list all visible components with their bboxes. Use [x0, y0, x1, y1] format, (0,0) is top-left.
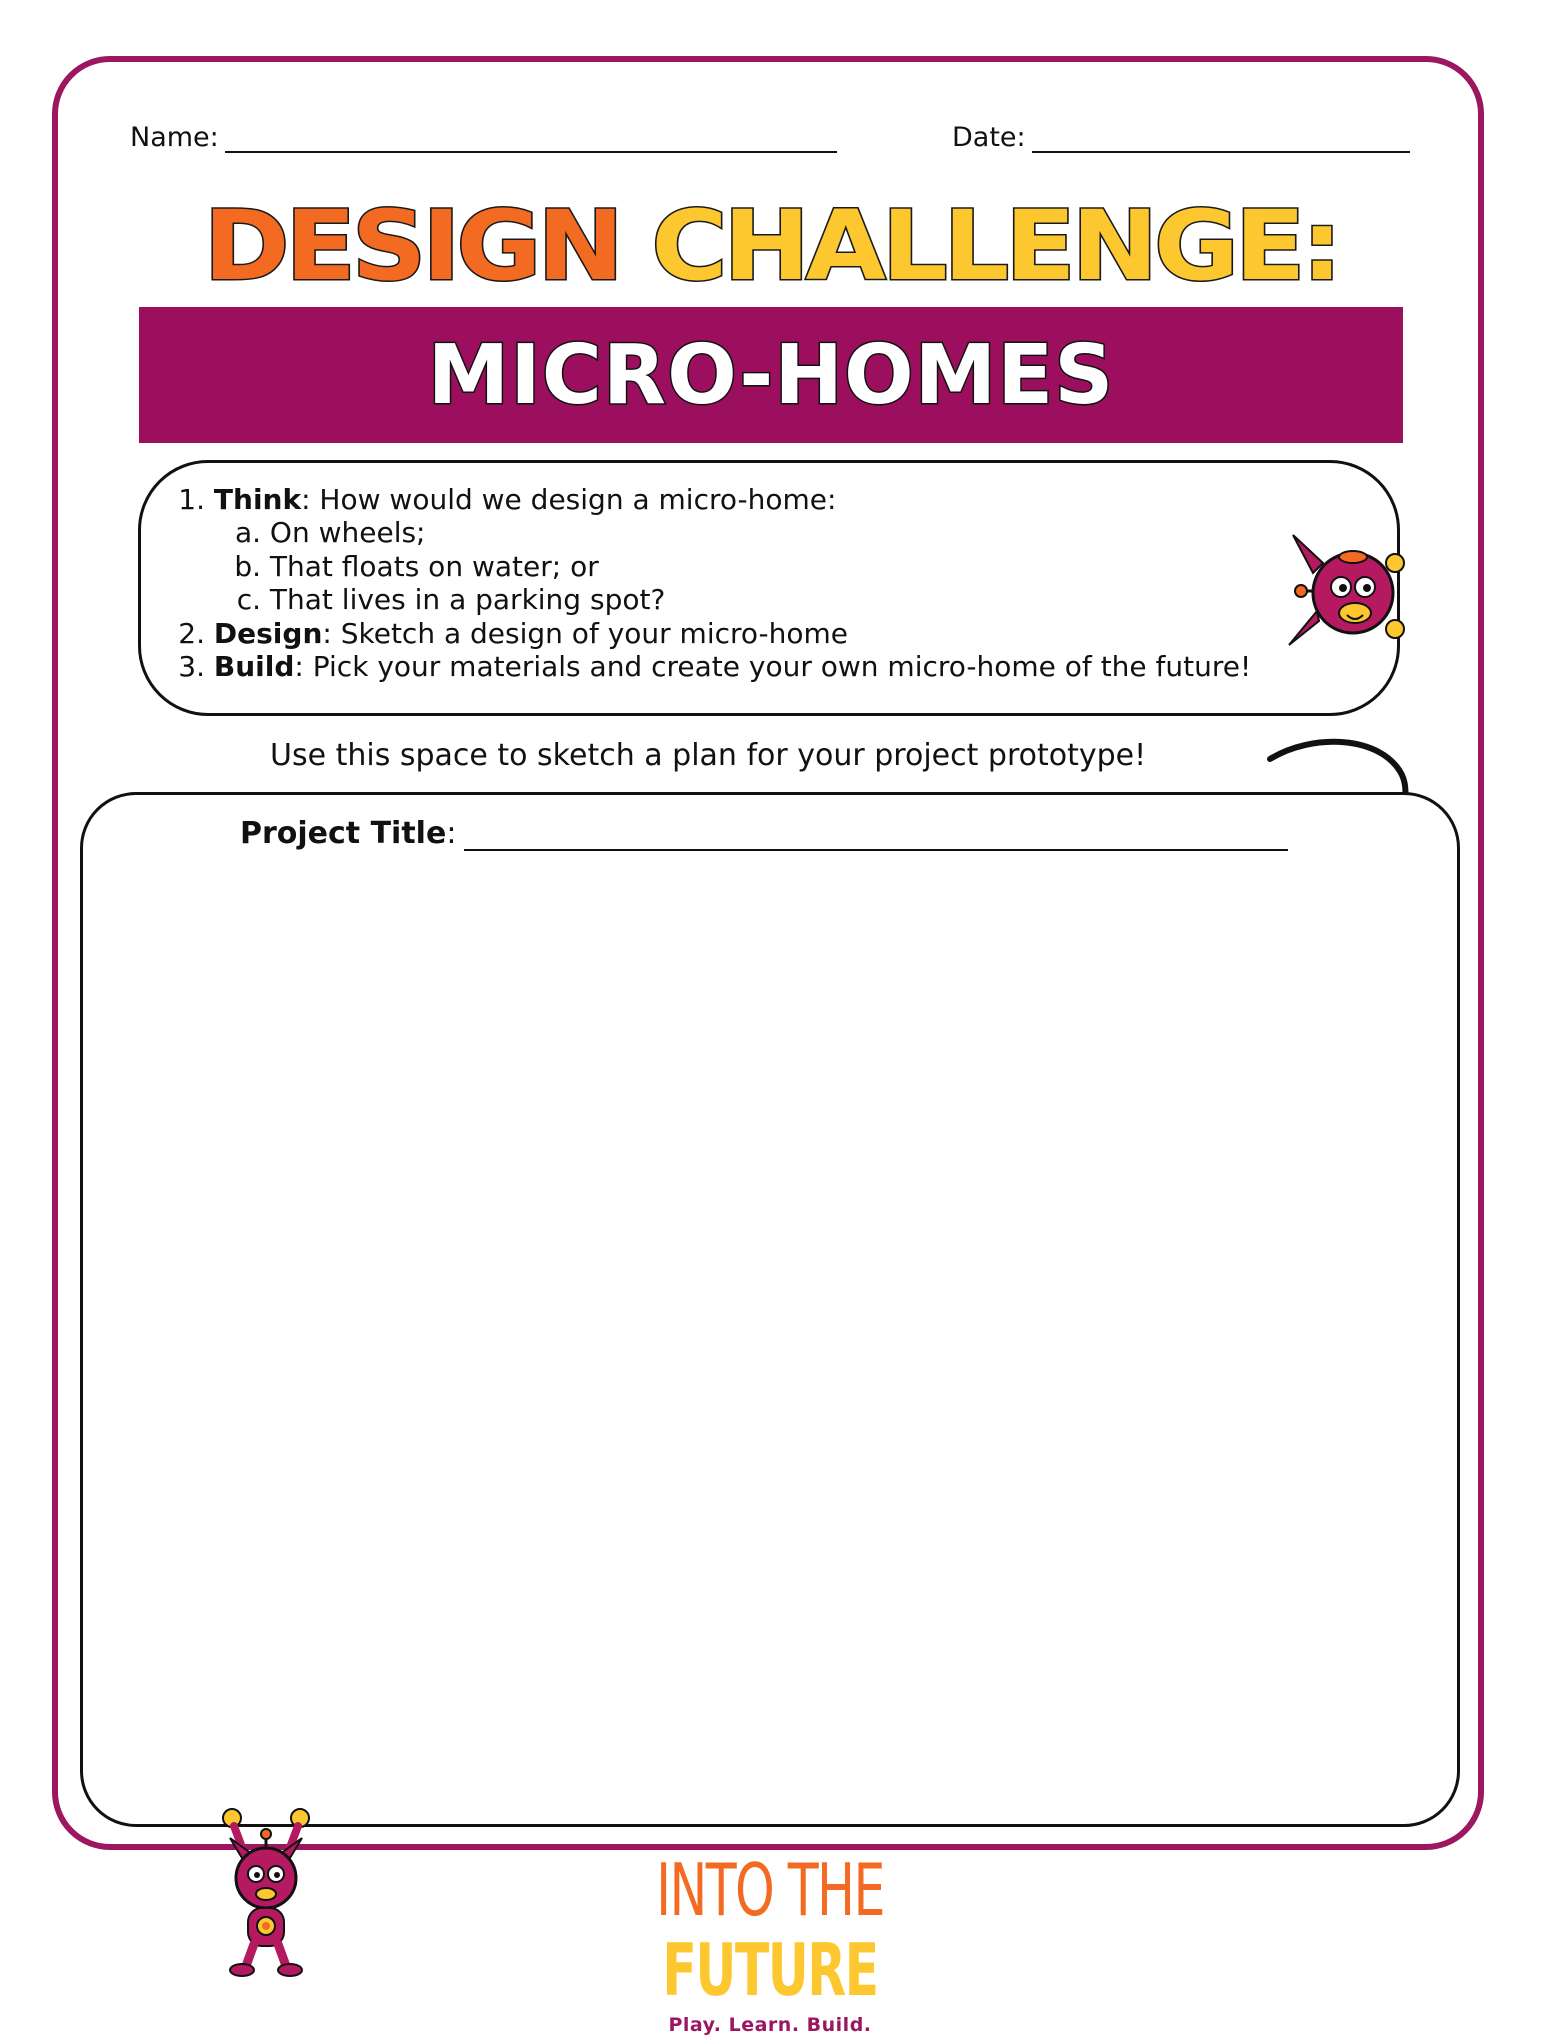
- instructions-box: [138, 460, 1400, 716]
- instruction-item-think: 1. Think: How would we design a micro-home:: [178, 483, 837, 516]
- mascot-peek-icon: [1283, 533, 1405, 651]
- project-title-label: Project Title: [240, 816, 447, 851]
- title-word-challenge: CHALLENGE:: [651, 190, 1339, 302]
- name-label: Name:: [130, 122, 219, 153]
- brand-into-the: INTO THE: [656, 1848, 884, 1932]
- mascot-cheering-icon: [212, 1808, 322, 1978]
- instruction-item-design: 2. Design: Sketch a design of your micro-home: [178, 617, 849, 650]
- project-title-write-line[interactable]: [464, 817, 1288, 851]
- brand-logo: [570, 1850, 970, 2036]
- sketch-area[interactable]: [80, 792, 1460, 1827]
- sketch-instruction: Use this space to sketch a plan for your project prototype!: [270, 738, 1147, 773]
- page-title: [87, 190, 1454, 302]
- brand-wordmark: [614, 1850, 926, 2010]
- title-word-design: DESIGN: [203, 190, 620, 302]
- instruction-subitem-b: b. That floats on water; or: [234, 550, 599, 583]
- name-write-line[interactable]: [225, 123, 837, 153]
- date-field: [952, 122, 1410, 153]
- project-title-field: Project Title :: [240, 816, 1288, 851]
- instruction-item-build: 3. Build: Pick your materials and create your own micro-home of the future!: [178, 650, 1252, 683]
- name-field: [130, 122, 837, 153]
- instruction-subitem-c: c. That lives in a parking spot?: [236, 583, 666, 616]
- instruction-subitem-a: a. On wheels;: [234, 516, 426, 549]
- brand-tagline: Play. Learn. Build.: [668, 2014, 872, 2036]
- date-write-line[interactable]: [1032, 123, 1410, 153]
- date-label: Date:: [952, 122, 1026, 153]
- topic-banner: [139, 307, 1403, 443]
- brand-future: FUTURE: [662, 1928, 878, 2012]
- topic-banner-text: MICRO-HOMES: [427, 327, 1115, 423]
